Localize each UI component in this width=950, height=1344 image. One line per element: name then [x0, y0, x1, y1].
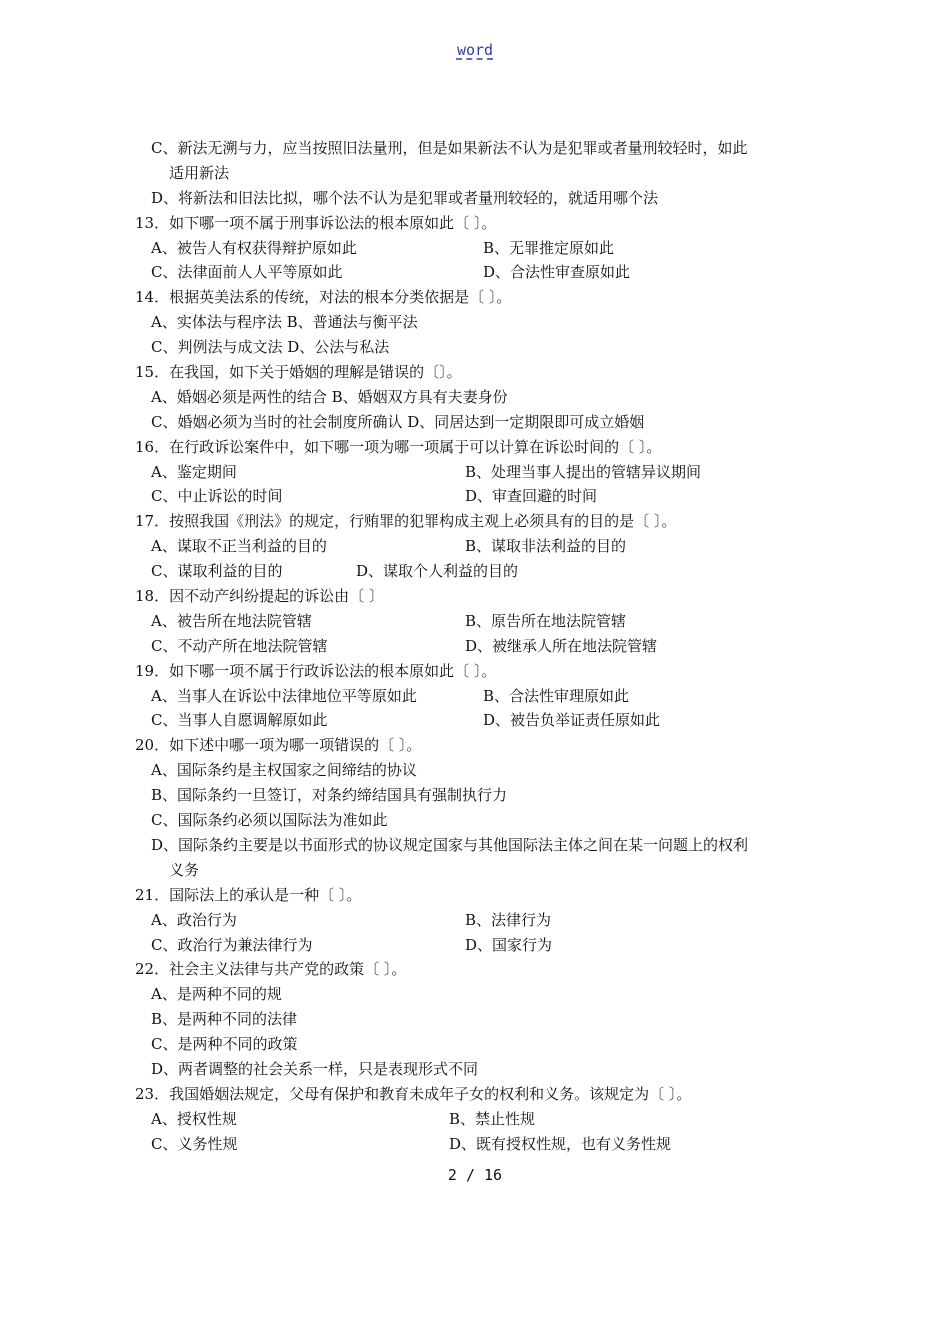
option-line: A、国际条约是主权国家之间缔结的协议 [151, 761, 417, 780]
question-19: 19．如下哪一项不属于行政诉讼法的根本原如此〔 〕。 [135, 661, 497, 680]
option-c: C、政治行为兼法律行为 [151, 935, 313, 954]
option-line: C、判例法与成文法 D、公法与私法 [151, 338, 390, 357]
option-d: D、审查回避的时间 [465, 487, 598, 506]
question-23: 23．我国婚姻法规定，父母有保护和教育未成年子女的权利和义务。该规定为〔 〕。 [135, 1084, 692, 1103]
question-17: 17．按照我国《刑法》的规定，行贿罪的犯罪构成主观上必须具有的目的是〔 〕。 [135, 512, 677, 531]
option-row [135, 534, 835, 559]
option-line: A、实体法与程序法 B、普通法与衡平法 [151, 313, 418, 332]
header-word-link[interactable]: word [456, 41, 494, 59]
option-row [135, 559, 835, 584]
option-line: A、是两种不同的规 [151, 985, 282, 1004]
option-d: D、被告负举证责任原如此 [483, 711, 661, 730]
option-a: A、政治行为 [151, 910, 237, 929]
option-line: D、两者调整的社会关系一样，只是表现形式不同 [151, 1059, 479, 1078]
page-number: 2 / 16 [447, 1166, 503, 1184]
option-continuation: 义务 [169, 860, 200, 879]
option-row [135, 260, 835, 285]
question-13: 13．如下哪一项不属于刑事诉讼法的根本原如此〔 〕。 [135, 213, 497, 232]
option-row [135, 684, 835, 709]
option-c: C、义务性规 [151, 1134, 238, 1153]
option-a: A、当事人在诉讼中法律地位平等原如此 [151, 686, 417, 705]
option-line: D、国际条约主要是以书面形式的协议规定国家与其他国际法主体之间在某一问题上的权利 [151, 835, 749, 854]
option-a: A、谋取不正当利益的目的 [151, 537, 327, 556]
option-d: D、被继承人所在地法院管辖 [465, 636, 658, 655]
option-b: B、原告所在地法院管辖 [465, 611, 627, 630]
option-a: A、授权性规 [151, 1109, 237, 1128]
page-header [0, 40, 950, 59]
option-line: C、是两种不同的政策 [151, 1035, 298, 1054]
option-c: C、当事人自愿调解原如此 [151, 711, 328, 730]
option-a: A、鉴定期间 [151, 462, 237, 481]
option-row [135, 933, 835, 958]
option-d: D、谋取个人利益的目的 [356, 562, 519, 581]
option-row [135, 708, 835, 733]
option-c: C、不动产所在地法院管辖 [151, 636, 328, 655]
question-22: 22．社会主义法律与共产党的政策〔 〕。 [135, 960, 407, 979]
option-line: A、婚姻必须是两性的结合 B、婚姻双方具有夫妻身份 [151, 387, 508, 406]
option-line: C、国际条约必须以国际法为准如此 [151, 811, 388, 830]
option-row [135, 908, 835, 933]
option-line: B、是两种不同的法律 [151, 1010, 298, 1029]
question-14: 14．根据英美法系的传统，对法的根本分类依据是〔 〕。 [135, 288, 512, 307]
question-16: 16．在行政诉讼案件中，如下哪一项为哪一项属于可以计算在诉讼时间的〔 〕。 [135, 437, 662, 456]
option-c: C、谋取利益的目的 [151, 562, 283, 581]
option-line: C、婚姻必须为当时的社会制度所确认 D、同居达到一定期限即可成立婚姻 [151, 412, 645, 431]
option-d: D、合法性审查原如此 [483, 263, 631, 282]
option-c: C、中止诉讼的时间 [151, 487, 283, 506]
question-20: 20．如下述中哪一项为哪一项错误的〔 〕。 [135, 736, 422, 755]
option-a: A、被告人有权获得辩护原如此 [151, 238, 357, 257]
option-b: B、无罪推定原如此 [483, 238, 615, 257]
option-b: B、法律行为 [465, 910, 552, 929]
option-row [135, 1107, 835, 1132]
option-c: C、法律面前人人平等原如此 [151, 263, 343, 282]
option-b: B、谋取非法利益的目的 [465, 537, 627, 556]
option-continuation: 适用新法 [169, 163, 230, 182]
option-b: B、处理当事人提出的管辖异议期间 [465, 462, 702, 481]
question-15: 15．在我国，如下关于婚姻的理解是错误的〔〕。 [135, 363, 462, 382]
option-row [135, 484, 835, 509]
question-21: 21．国际法上的承认是一种〔 〕。 [135, 885, 362, 904]
option-d: D、既有授权性规，也有义务性规 [449, 1134, 672, 1153]
option-line: D、将新法和旧法比拟，哪个法不认为是犯罪或者量刑较轻的，就适用哪个法 [151, 188, 659, 207]
option-line: C、新法无溯与力，应当按照旧法量刑，但是如果新法不认为是犯罪或者量刑较轻时，如此 [151, 139, 748, 157]
question-18: 18．因不动产纠纷提起的诉讼由〔 〕 [135, 587, 384, 606]
option-line: B、国际条约一旦签订，对条约缔结国具有强制执行力 [151, 786, 508, 805]
document-body [135, 136, 835, 1157]
option-row [135, 460, 835, 485]
option-b: B、合法性审理原如此 [483, 686, 630, 705]
option-row [135, 634, 835, 659]
option-row [135, 236, 835, 261]
option-b: B、禁止性规 [449, 1109, 536, 1128]
option-row [135, 609, 835, 634]
option-d: D、国家行为 [465, 935, 553, 954]
option-row [135, 1132, 835, 1157]
option-a: A、被告所在地法院管辖 [151, 611, 312, 630]
